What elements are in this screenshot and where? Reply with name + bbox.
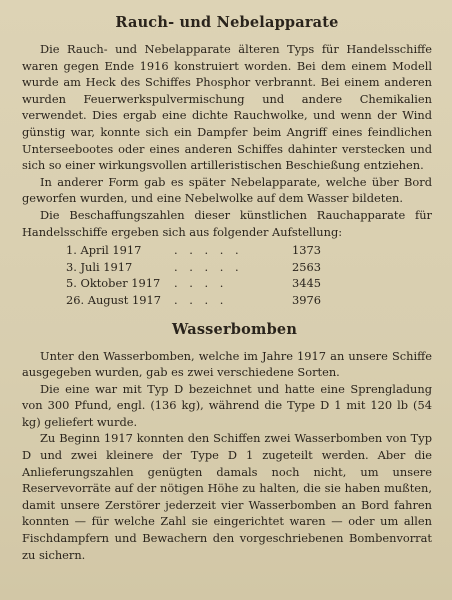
row-value: 2563 — [292, 259, 321, 274]
row-date: 26. August 1917 — [66, 292, 161, 307]
table-row — [22, 275, 432, 292]
paragraph: Unter den Wasserbomben, welche im Jahre 1917 an unsere Schiffe ausgegeben wurden, gab es zwei verschiedene Sorten. — [22, 348, 432, 380]
section-title-depth-charges: Wasserbomben — [172, 320, 298, 338]
table-row — [22, 292, 432, 309]
paragraph: Zu Beginn 1917 konnten den Schiffen zwei Wasserbomben von Typ D und zwei kleinere der Type D 1 zugeteilt werden. Aber die Anlieferungszahlen genügten damals noch nicht, um unsere Reservevorräte auf der nötigen Höhe zu halten, die sie haben mußten, damit unsere Zerstörer jederzeit vier Wasserbomben an Bord fahren konnten — für welche Zahl sie eingerichtet waren — oder um allen Fischdampfern und Bewachern den vorgeschriebenen Bombenvorrat zu sichern. — [22, 431, 432, 562]
table-row — [22, 259, 432, 276]
row-date: 3. Juli 1917 — [66, 259, 133, 274]
row-value: 3976 — [292, 292, 321, 307]
row-value: 1373 — [292, 243, 321, 258]
row-date: 5. Oktober 1917 — [66, 276, 161, 291]
paragraph: Die Rauch- und Nebelapparate älteren Typs für Handelsschiffe waren gegen Ende 1916 konstruiert worden. Bei dem einem Modell wurde am Heck des Schiffes Phosphor verbrannt. Bei einem anderen wurden Feuerwerkspulvermischung und andere Chemikalien verwendet. Dies ergab eine dichte Rauchwolke, und wenn der Wind günstig war, konnte sich ein Dampfer beim Angriff eines feindlichen Unterseebootes oder eines anderen Schiffes dahinter verstecken und sich so einer wirkungsvollen artilleristischen Beschießung entziehen. — [22, 42, 432, 173]
row-leader-dots: . . . . . — [174, 259, 243, 274]
paragraph: Die eine war mit Typ D bezeichnet und hatte eine Sprengladung von 300 Pfund, engl. (136 kg), während die Type D 1 mit 120 lb (54 kg) geliefert wurde. — [22, 381, 432, 429]
row-leader-dots: . . . . — [174, 276, 228, 291]
paragraph: Die Beschaffungszahlen dieser künstlichen Rauchapparate für Handelsschiffe ergeben sich aus folgender Aufstellung: — [22, 207, 432, 239]
row-date: 1. April 1917 — [66, 243, 142, 258]
paragraph: In anderer Form gab es später Nebelapparate, welche über Bord geworfen wurden, und eine Nebelwolke auf dem Wasser bildeten. — [22, 174, 432, 206]
row-leader-dots: . . . . . — [174, 243, 243, 258]
section-title-smoke-apparatus: Rauch- und Nebelapparate — [115, 14, 339, 31]
table-row — [22, 242, 432, 259]
row-value: 3445 — [292, 276, 321, 291]
row-leader-dots: . . . . — [174, 292, 228, 307]
procurement-table — [22, 242, 432, 308]
